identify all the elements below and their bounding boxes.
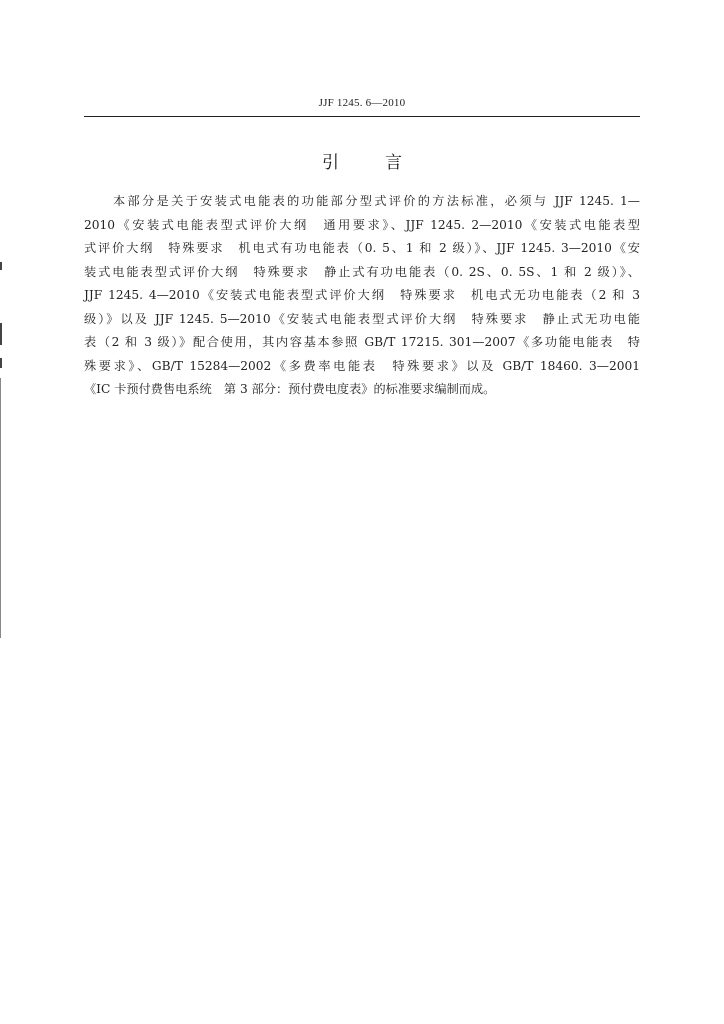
document-code-header: JJF 1245. 6—2010 bbox=[318, 97, 406, 109]
paragraph-line: 装式电能表型式评价大纲 特殊要求 静止式有功电能表（0. 2S、0. 5S、1 和 2 级）》、 bbox=[84, 264, 640, 279]
paragraph-line: 《IC 卡预付费售电系统 第 3 部分：预付费电度表》的标准要求编制而成。 bbox=[84, 382, 496, 396]
scan-margin-mark bbox=[0, 378, 1, 638]
paragraph-line: 式评价大纲 特殊要求 机电式有功电能表（0. 5、1 和 2 级）》、JJF 1245. 3—2010《安 bbox=[84, 241, 640, 255]
scan-margin-mark bbox=[0, 323, 2, 345]
scan-margin-mark bbox=[0, 358, 2, 368]
scan-margin-mark bbox=[0, 262, 2, 270]
paragraph-line: JJF 1245. 4—2010《安装式电能表型式评价大纲 特殊要求 机电式无功电能表（2 和 3 bbox=[84, 288, 640, 302]
header-rule bbox=[84, 116, 640, 117]
title-char-2: 言 bbox=[385, 153, 402, 173]
introduction-paragraph bbox=[84, 190, 640, 402]
paragraph-line: 级）》以及 JJF 1245. 5—2010《安装式电能表型式评价大纲 特殊要求 静止式无功电能 bbox=[84, 311, 640, 326]
paragraph-line: 本部分是关于安装式电能表的功能部分型式评价的方法标准，必须与 JJF 1245. 1— bbox=[84, 194, 640, 208]
title-char-1: 引 bbox=[322, 153, 339, 173]
section-title bbox=[0, 148, 724, 173]
paragraph-line: 2010《安装式电能表型式评价大纲 通用要求》、JJF 1245. 2—2010《安装式电能表型 bbox=[84, 217, 640, 232]
paragraph-line: 表（2 和 3 级）》配合使用，其内容基本参照 GB/T 17215. 301—2007《多功能电能表 特 bbox=[84, 335, 640, 349]
paragraph-line: 殊要求》、GB/T 15284—2002《多费率电能表 特殊要求》以及 GB/T 18460. 3—2001 bbox=[84, 358, 640, 373]
